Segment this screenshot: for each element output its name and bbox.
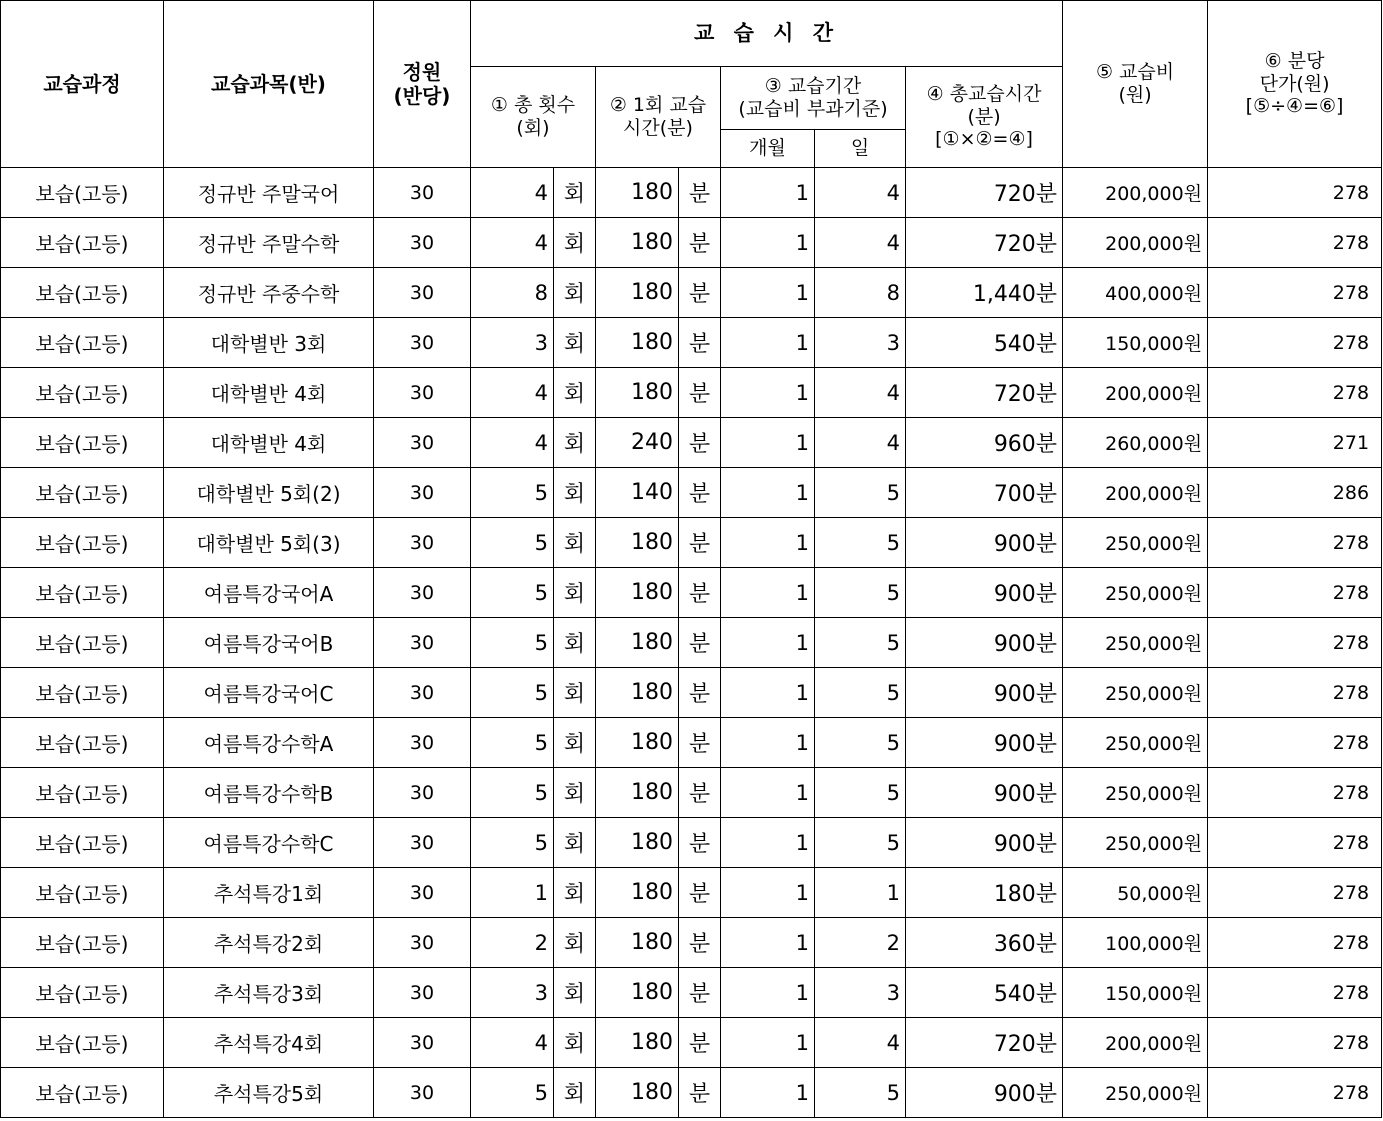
cell-total-time: 540분 [906,318,1063,368]
cell-minutes: 180 [596,618,679,668]
header-per-session-line2: 시간(분) [623,117,693,139]
table-row [1,818,1382,868]
cell-total-time: 720분 [906,168,1063,218]
cell-minutes-unit: 분 [679,818,721,868]
cell-minutes: 180 [596,568,679,618]
table-row [1,168,1382,218]
cell-count: 4 [471,418,554,468]
cell-subject: 대학별반 5회(2) [164,468,374,518]
cell-days: 5 [815,518,906,568]
header-course: 교습과정 [1,1,164,168]
cell-capacity: 30 [374,318,471,368]
cell-fee: 250,000원 [1063,618,1208,668]
cell-total-time: 540분 [906,968,1063,1018]
cell-subject: 대학별반 4회 [164,368,374,418]
cell-count-unit: 회 [554,468,596,518]
cell-months: 1 [721,668,815,718]
cell-total-time: 900분 [906,668,1063,718]
cell-minutes: 180 [596,218,679,268]
cell-months: 1 [721,918,815,968]
cell-months: 1 [721,218,815,268]
cell-subject: 추석특강3회 [164,968,374,1018]
cell-course: 보습(고등) [1,868,164,918]
cell-count-unit: 회 [554,1018,596,1068]
table-row [1,868,1382,918]
cell-count: 5 [471,668,554,718]
cell-fee: 100,000원 [1063,918,1208,968]
cell-unit-price: 278 [1208,218,1382,268]
cell-total-time: 900분 [906,1068,1063,1118]
table-row [1,418,1382,468]
table-row [1,968,1382,1018]
cell-fee: 250,000원 [1063,518,1208,568]
cell-capacity: 30 [374,418,471,468]
cell-subject: 추석특강4회 [164,1018,374,1068]
cell-count-unit: 회 [554,668,596,718]
cell-unit-price: 278 [1208,568,1382,618]
cell-minutes: 180 [596,268,679,318]
table-row [1,668,1382,718]
cell-minutes: 180 [596,768,679,818]
cell-unit-price: 278 [1208,768,1382,818]
cell-minutes: 180 [596,918,679,968]
cell-count: 3 [471,318,554,368]
cell-capacity: 30 [374,1018,471,1068]
table-body [1,168,1382,1118]
cell-fee: 150,000원 [1063,318,1208,368]
cell-months: 1 [721,1018,815,1068]
cell-months: 1 [721,368,815,418]
cell-course: 보습(고등) [1,1018,164,1068]
cell-count-unit: 회 [554,718,596,768]
cell-months: 1 [721,168,815,218]
cell-capacity: 30 [374,818,471,868]
header-unit-price-line1: ⑥ 분당 [1264,49,1325,72]
cell-minutes-unit: 분 [679,518,721,568]
table-row [1,518,1382,568]
cell-minutes: 180 [596,318,679,368]
cell-count: 4 [471,368,554,418]
cell-unit-price: 278 [1208,718,1382,768]
header-unit-price [1208,1,1382,168]
cell-days: 4 [815,368,906,418]
cell-unit-price: 278 [1208,868,1382,918]
cell-minutes-unit: 분 [679,468,721,518]
header-total-time [906,67,1063,168]
table-row [1,268,1382,318]
table-row [1,318,1382,368]
header-period-line1: ③ 교습기간 [764,75,862,98]
cell-count: 5 [471,518,554,568]
header-period-day: 일 [815,130,906,168]
cell-count-unit: 회 [554,418,596,468]
cell-course: 보습(고등) [1,468,164,518]
cell-total-time: 960분 [906,418,1063,468]
cell-days: 5 [815,718,906,768]
cell-months: 1 [721,1068,815,1118]
header-total-time-line1: ④ 총교습시간 [926,82,1042,105]
cell-subject: 정규반 주말수학 [164,218,374,268]
cell-subject: 여름특강국어C [164,668,374,718]
cell-days: 4 [815,1018,906,1068]
cell-unit-price: 278 [1208,168,1382,218]
cell-count-unit: 회 [554,568,596,618]
cell-unit-price: 278 [1208,668,1382,718]
table-row [1,768,1382,818]
table-row [1,568,1382,618]
cell-unit-price: 278 [1208,368,1382,418]
cell-count-unit: 회 [554,168,596,218]
cell-capacity: 30 [374,918,471,968]
cell-count-unit: 회 [554,368,596,418]
cell-course: 보습(고등) [1,318,164,368]
cell-course: 보습(고등) [1,568,164,618]
header-total-time-line2: (분) [967,105,1001,128]
cell-subject: 대학별반 3회 [164,318,374,368]
header-fee-line1: ⑤ 교습비 [1095,61,1175,84]
cell-days: 5 [815,818,906,868]
cell-capacity: 30 [374,1068,471,1118]
cell-minutes: 180 [596,668,679,718]
cell-course: 보습(고등) [1,1068,164,1118]
cell-total-time: 700분 [906,468,1063,518]
cell-count: 4 [471,218,554,268]
cell-total-time: 900분 [906,518,1063,568]
cell-fee: 200,000원 [1063,168,1208,218]
cell-minutes-unit: 분 [679,1068,721,1118]
cell-minutes-unit: 분 [679,168,721,218]
table-row [1,1068,1382,1118]
cell-minutes: 180 [596,718,679,768]
cell-total-time: 900분 [906,718,1063,768]
cell-minutes-unit: 분 [679,218,721,268]
header-period-line2: (교습비 부과기준) [738,98,888,120]
cell-minutes-unit: 분 [679,868,721,918]
cell-fee: 200,000원 [1063,468,1208,518]
cell-subject: 여름특강국어B [164,618,374,668]
table-row [1,618,1382,668]
cell-days: 5 [815,1068,906,1118]
cell-months: 1 [721,618,815,668]
cell-total-time: 180분 [906,868,1063,918]
cell-capacity: 30 [374,368,471,418]
cell-count: 5 [471,818,554,868]
cell-count-unit: 회 [554,518,596,568]
cell-count: 8 [471,268,554,318]
cell-course: 보습(고등) [1,268,164,318]
cell-count: 1 [471,868,554,918]
cell-fee: 260,000원 [1063,418,1208,468]
cell-months: 1 [721,468,815,518]
cell-minutes: 180 [596,168,679,218]
cell-minutes: 180 [596,1018,679,1068]
cell-capacity: 30 [374,868,471,918]
table-row [1,468,1382,518]
cell-days: 5 [815,568,906,618]
cell-count-unit: 회 [554,218,596,268]
cell-days: 4 [815,168,906,218]
cell-capacity: 30 [374,618,471,668]
cell-days: 5 [815,618,906,668]
cell-minutes: 180 [596,868,679,918]
cell-days: 1 [815,868,906,918]
cell-total-time: 900분 [906,768,1063,818]
cell-fee: 250,000원 [1063,768,1208,818]
cell-days: 3 [815,318,906,368]
cell-unit-price: 278 [1208,268,1382,318]
header-unit-price-line3: [⑤÷④=⑥] [1245,95,1344,118]
cell-capacity: 30 [374,518,471,568]
cell-subject: 여름특강수학B [164,768,374,818]
cell-fee: 250,000원 [1063,818,1208,868]
cell-minutes-unit: 분 [679,268,721,318]
header-capacity-line1: 정원 [402,60,442,84]
cell-unit-price: 278 [1208,1018,1382,1068]
cell-course: 보습(고등) [1,818,164,868]
cell-capacity: 30 [374,968,471,1018]
cell-count: 5 [471,718,554,768]
cell-course: 보습(고등) [1,368,164,418]
header-fee [1063,1,1208,168]
cell-count-unit: 회 [554,268,596,318]
cell-total-time: 900분 [906,618,1063,668]
cell-days: 5 [815,468,906,518]
cell-count-unit: 회 [554,1068,596,1118]
cell-count: 4 [471,1018,554,1068]
cell-unit-price: 286 [1208,468,1382,518]
cell-count: 5 [471,618,554,668]
cell-unit-price: 278 [1208,518,1382,568]
cell-months: 1 [721,318,815,368]
table-row [1,368,1382,418]
cell-days: 2 [815,918,906,968]
cell-subject: 정규반 주말국어 [164,168,374,218]
header-period-month: 개월 [721,130,815,168]
cell-minutes: 140 [596,468,679,518]
cell-fee: 250,000원 [1063,668,1208,718]
cell-capacity: 30 [374,568,471,618]
cell-course: 보습(고등) [1,218,164,268]
cell-count-unit: 회 [554,868,596,918]
cell-total-time: 720분 [906,1018,1063,1068]
header-total-count-line1: ① 총 횟수 [490,94,576,117]
cell-minutes-unit: 분 [679,568,721,618]
header-capacity [374,1,471,168]
table-row [1,718,1382,768]
cell-count: 5 [471,768,554,818]
header-subject: 교습과목(반) [164,1,374,168]
cell-unit-price: 278 [1208,618,1382,668]
cell-months: 1 [721,968,815,1018]
cell-subject: 추석특강1회 [164,868,374,918]
cell-total-time: 1,440분 [906,268,1063,318]
cell-subject: 대학별반 5회(3) [164,518,374,568]
cell-months: 1 [721,768,815,818]
cell-fee: 250,000원 [1063,1068,1208,1118]
cell-course: 보습(고등) [1,968,164,1018]
cell-minutes: 180 [596,968,679,1018]
cell-total-time: 360분 [906,918,1063,968]
cell-minutes-unit: 분 [679,768,721,818]
header-total-time-line3: [①×②=④] [935,128,1033,151]
cell-capacity: 30 [374,468,471,518]
cell-count: 3 [471,968,554,1018]
cell-fee: 400,000원 [1063,268,1208,318]
cell-subject: 추석특강2회 [164,918,374,968]
table-row [1,918,1382,968]
cell-unit-price: 271 [1208,418,1382,468]
cell-months: 1 [721,518,815,568]
cell-course: 보습(고등) [1,768,164,818]
cell-count-unit: 회 [554,768,596,818]
cell-unit-price: 278 [1208,818,1382,868]
cell-minutes-unit: 분 [679,918,721,968]
cell-unit-price: 278 [1208,968,1382,1018]
cell-fee: 200,000원 [1063,218,1208,268]
cell-months: 1 [721,868,815,918]
cell-count-unit: 회 [554,968,596,1018]
cell-minutes-unit: 분 [679,1018,721,1068]
cell-subject: 추석특강5회 [164,1068,374,1118]
cell-unit-price: 278 [1208,1068,1382,1118]
table-row [1,1018,1382,1068]
cell-minutes: 240 [596,418,679,468]
cell-fee: 150,000원 [1063,968,1208,1018]
cell-days: 5 [815,668,906,718]
cell-unit-price: 278 [1208,318,1382,368]
header-capacity-line2: (반당) [393,84,451,108]
cell-minutes-unit: 분 [679,418,721,468]
header-total-count [471,67,596,168]
cell-fee: 250,000원 [1063,718,1208,768]
cell-months: 1 [721,568,815,618]
cell-fee: 250,000원 [1063,568,1208,618]
cell-count-unit: 회 [554,818,596,868]
header-period [721,67,906,130]
cell-capacity: 30 [374,168,471,218]
cell-subject: 여름특강국어A [164,568,374,618]
cell-minutes: 180 [596,518,679,568]
cell-count: 5 [471,1068,554,1118]
cell-course: 보습(고등) [1,718,164,768]
cell-subject: 여름특강수학C [164,818,374,868]
cell-capacity: 30 [374,768,471,818]
cell-course: 보습(고등) [1,418,164,468]
cell-count: 2 [471,918,554,968]
cell-minutes-unit: 분 [679,318,721,368]
header-fee-line2: (원) [1118,84,1152,106]
cell-total-time: 720분 [906,368,1063,418]
cell-minutes: 180 [596,368,679,418]
cell-days: 4 [815,218,906,268]
cell-subject: 여름특강수학A [164,718,374,768]
cell-months: 1 [721,268,815,318]
cell-total-time: 900분 [906,818,1063,868]
header-teaching-time: 교 습 시 간 [471,1,1063,67]
cell-fee: 200,000원 [1063,368,1208,418]
cell-months: 1 [721,718,815,768]
cell-course: 보습(고등) [1,618,164,668]
cell-days: 3 [815,968,906,1018]
cell-count-unit: 회 [554,318,596,368]
cell-count-unit: 회 [554,918,596,968]
cell-fee: 200,000원 [1063,1018,1208,1068]
header-per-session [596,67,721,168]
cell-minutes-unit: 분 [679,668,721,718]
cell-months: 1 [721,418,815,468]
cell-minutes: 180 [596,1068,679,1118]
cell-count-unit: 회 [554,618,596,668]
header-total-count-line2: (회) [516,117,550,139]
header-per-session-line1: ② 1회 교습 [609,94,707,117]
cell-course: 보습(고등) [1,668,164,718]
cell-total-time: 720분 [906,218,1063,268]
cell-course: 보습(고등) [1,518,164,568]
cell-minutes: 180 [596,818,679,868]
cell-capacity: 30 [374,268,471,318]
table-row [1,218,1382,268]
cell-days: 4 [815,418,906,468]
cell-days: 5 [815,768,906,818]
cell-count: 5 [471,568,554,618]
cell-course: 보습(고등) [1,918,164,968]
cell-fee: 50,000원 [1063,868,1208,918]
header-unit-price-line2: 단가(원) [1259,72,1330,95]
cell-subject: 대학별반 4회 [164,418,374,468]
cell-minutes-unit: 분 [679,368,721,418]
cell-unit-price: 278 [1208,918,1382,968]
cell-days: 8 [815,268,906,318]
cell-total-time: 900분 [906,568,1063,618]
cell-capacity: 30 [374,718,471,768]
cell-count: 4 [471,168,554,218]
cell-count: 5 [471,468,554,518]
cell-capacity: 30 [374,668,471,718]
cell-minutes-unit: 분 [679,718,721,768]
cell-capacity: 30 [374,218,471,268]
cell-minutes-unit: 분 [679,968,721,1018]
cell-minutes-unit: 분 [679,618,721,668]
cell-subject: 정규반 주중수학 [164,268,374,318]
cell-course: 보습(고등) [1,168,164,218]
cell-months: 1 [721,818,815,868]
